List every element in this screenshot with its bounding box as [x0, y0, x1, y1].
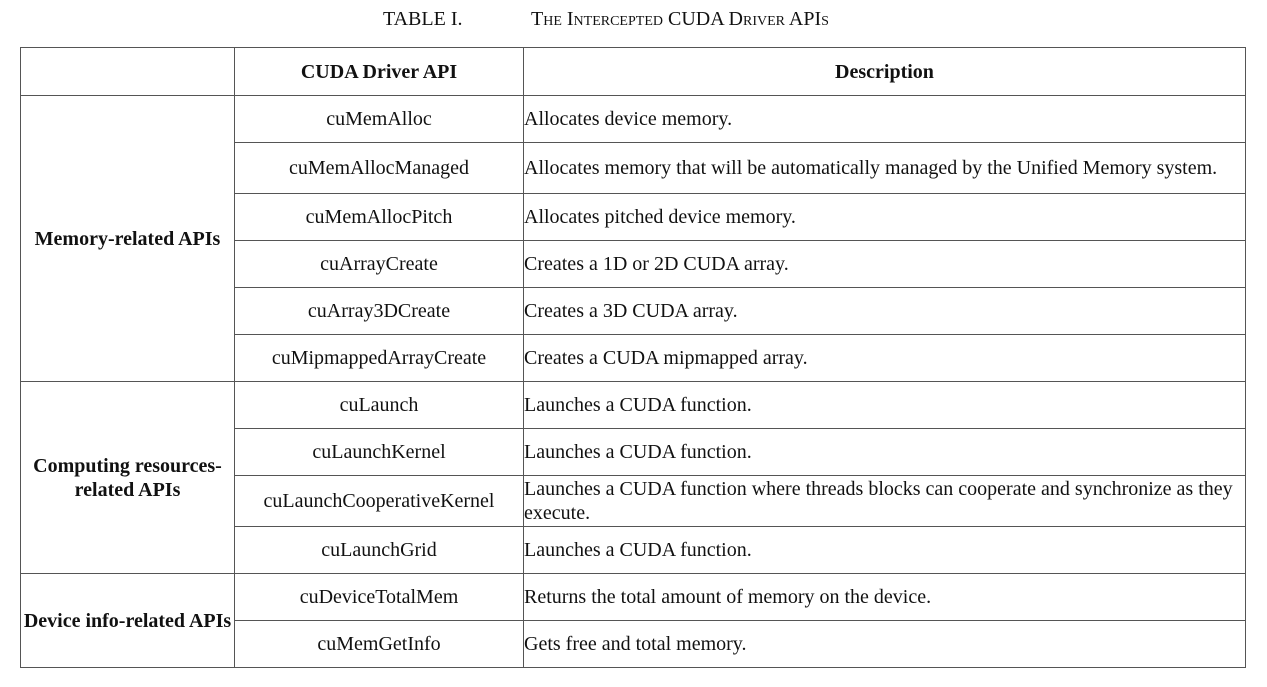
api-name: cuMemGetInfo — [235, 621, 524, 668]
api-name: cuMemAllocManaged — [235, 143, 524, 194]
api-name: cuArrayCreate — [235, 241, 524, 288]
table-row — [21, 382, 1246, 429]
group-label-memory: Memory-related APIs — [21, 96, 235, 382]
api-name: cuLaunchKernel — [235, 429, 524, 476]
api-name: cuDeviceTotalMem — [235, 574, 524, 621]
api-description: Returns the total amount of memory on the device. — [524, 574, 1246, 621]
cuda-api-table — [20, 47, 1246, 668]
header-api: CUDA Driver API — [235, 48, 524, 96]
api-name: cuMipmappedArrayCreate — [235, 335, 524, 382]
table-row — [21, 574, 1246, 621]
table-title: The Intercepted CUDA Driver APIs — [531, 8, 829, 30]
group-label-computing: Computing resources-related APIs — [21, 382, 235, 574]
api-description: Creates a CUDA mipmapped array. — [524, 335, 1246, 382]
table-row — [21, 96, 1246, 143]
api-description: Allocates memory that will be automatically managed by the Unified Memory system. — [524, 143, 1246, 194]
api-description: Launches a CUDA function. — [524, 382, 1246, 429]
table-number: TABLE I. — [383, 8, 463, 30]
api-name: cuLaunch — [235, 382, 524, 429]
table-caption — [0, 6, 1267, 32]
api-name: cuMemAlloc — [235, 96, 524, 143]
api-description: Launches a CUDA function. — [524, 527, 1246, 574]
header-group — [21, 48, 235, 96]
header-row — [21, 48, 1246, 96]
api-name: cuLaunchGrid — [235, 527, 524, 574]
group-label-device-info: Device info-related APIs — [21, 574, 235, 668]
api-description: Allocates device memory. — [524, 96, 1246, 143]
api-description: Launches a CUDA function. — [524, 429, 1246, 476]
api-name: cuMemAllocPitch — [235, 194, 524, 241]
api-description: Creates a 3D CUDA array. — [524, 288, 1246, 335]
header-description: Description — [524, 48, 1246, 96]
api-description: Gets free and total memory. — [524, 621, 1246, 668]
api-name: cuArray3DCreate — [235, 288, 524, 335]
api-description: Launches a CUDA function where threads blocks can cooperate and synchronize as they execute. — [524, 476, 1246, 527]
api-name: cuLaunchCooperativeKernel — [235, 476, 524, 527]
api-description: Allocates pitched device memory. — [524, 194, 1246, 241]
api-description: Creates a 1D or 2D CUDA array. — [524, 241, 1246, 288]
